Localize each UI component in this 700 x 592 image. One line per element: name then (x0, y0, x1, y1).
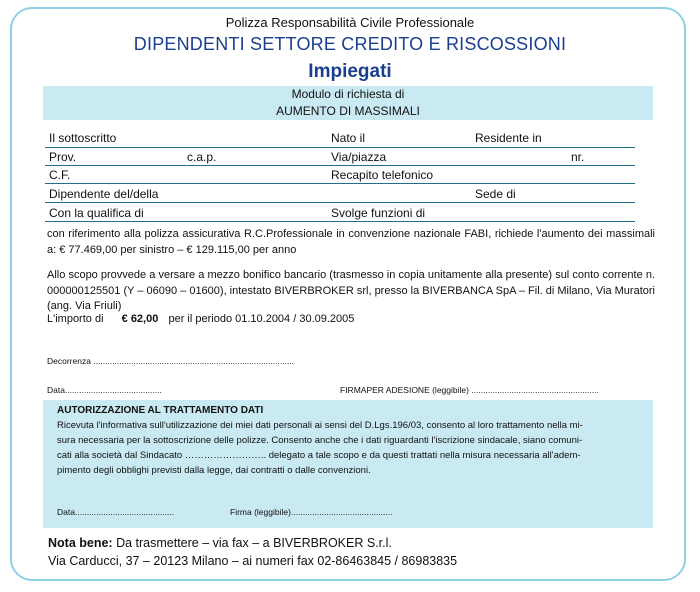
amount-period: per il periodo 01.10.2004 / 30.09.2005 (168, 313, 355, 325)
request-title: AUMENTO DI MASSIMALI (276, 104, 420, 118)
field-residente[interactable]: Residente in (475, 131, 542, 145)
field-via[interactable]: Via/piazza (331, 150, 387, 164)
nota-label: Nota bene: (48, 536, 113, 550)
nota-line-2: Via Carducci, 37 – 20123 Milano – ai numeri fax 02-86463845 / 86983835 (48, 554, 458, 568)
authorization-signature-field[interactable]: Firma (leggibile)........................................... (230, 507, 393, 517)
payment-paragraph: Allo scopo provvede a versare a mezzo bonifico bancario (trasmesso in copia unitamente alla presente) sul conto corrente n. 000000125501 (Y – 06090 – 01600), intestato BIVERBROKER srl, presso la BIVERBANCA SpA – Fil. di Milano, Via Muratori (ang. Via Friuli) (47, 269, 655, 312)
field-nato[interactable]: Nato il (331, 131, 366, 145)
field-sottoscritto[interactable]: Il sottoscritto (49, 131, 117, 145)
request-subtitle: Modulo di richiesta di (291, 87, 405, 101)
field-rule (45, 202, 635, 203)
authorization-title: AUTORIZZAZIONE AL TRATTAMENTO DATI (57, 405, 264, 416)
field-qualifica[interactable]: Con la qualifica di (49, 206, 144, 220)
field-sede[interactable]: Sede di (475, 187, 516, 201)
field-cf[interactable]: C.F. (49, 168, 71, 182)
nota-line-1 (48, 536, 392, 550)
policy-title: Polizza Responsabilità Civile Professionale (225, 15, 475, 30)
category-title: Impiegati (308, 61, 392, 82)
nota-text: Da trasmettere – via fax – a BIVERBROKER S.r.l. (112, 536, 392, 550)
request-paragraph: con riferimento alla polizza assicurativa R.C.Professionale in convenzione nazionale FABI, richiede l'aumento dei massimali a: € 77.469,00 per sinistro – € 129.115,00 per anno (47, 228, 655, 256)
field-dipendente[interactable]: Dipendente del/della (49, 187, 159, 201)
amount-value: € 62,00 (121, 313, 159, 325)
field-rule (45, 165, 635, 166)
field-recapito[interactable]: Recapito telefonico (331, 168, 434, 182)
signature-field[interactable]: FIRMAPER ADESIONE (leggibile) ...................................................... (340, 385, 599, 395)
sector-title: DIPENDENTI SETTORE CREDITO E RISCOSSIONI (133, 34, 567, 54)
authorization-text-3: cati alla società dal Sindacato …………………….. delegato a tale scopo e da questi trattati nella misura necessaria all'adem- (57, 450, 581, 461)
amount-line (47, 313, 354, 325)
authorization-date-field[interactable]: Data.......................................... (57, 507, 175, 517)
authorization-text-1: Ricevuta l'informativa sull'utilizzazione dei miei dati personali ai sensi del D.Lgs.196/03, consento al loro trattamento nella mi- (57, 420, 583, 431)
field-cap[interactable]: c.a.p. (187, 150, 217, 164)
field-rule (45, 183, 635, 184)
amount-label: L'importo di (47, 313, 104, 325)
decorrenza-field[interactable]: Decorrenza ..................................................................................... (47, 356, 295, 366)
field-nr[interactable]: nr. (571, 150, 585, 164)
field-prov[interactable]: Prov. (49, 150, 77, 164)
field-funzioni[interactable]: Svolge funzioni di (331, 206, 426, 220)
authorization-text-2: sura necessaria per la sottoscrizione delle polizze. Consento anche che i dati riguardanti l'iscrizione sindacale, siano comuni- (57, 435, 583, 446)
date-field[interactable]: Data......................................... (47, 385, 162, 395)
authorization-text-4: pimento degli obblighi previsti dalla legge, dai contratti o dalle convenzioni. (57, 465, 371, 476)
field-rule (45, 221, 635, 222)
field-rule (45, 147, 635, 148)
